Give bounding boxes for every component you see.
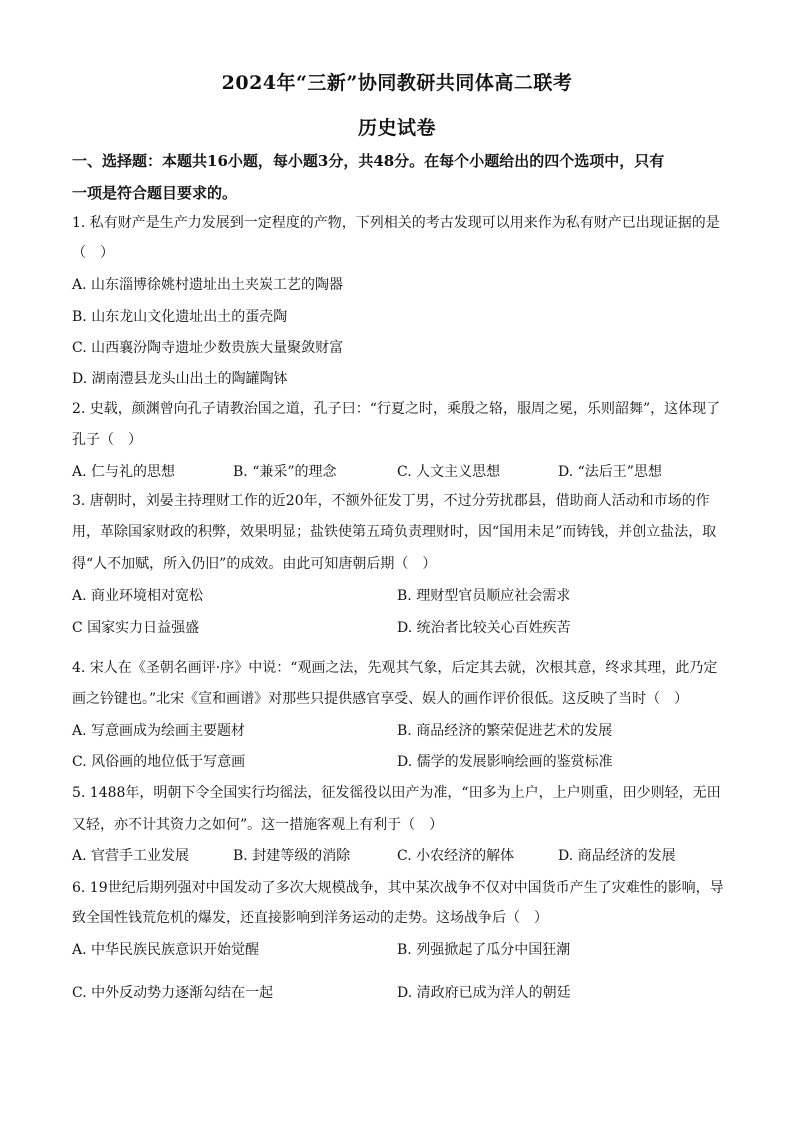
question-5-option-c: C. 小农经济的解体 bbox=[397, 848, 515, 864]
section-instruction-line-2: 一项是符合题目要求的。 bbox=[72, 184, 238, 202]
question-2-option-c: C. 人文主义思想 bbox=[397, 464, 501, 480]
question-3-option-a: A. 商业环境相对宽松 bbox=[72, 588, 204, 604]
question-1-option-b: B. 山东龙山文化遗址出土的蛋壳陶 bbox=[72, 309, 288, 325]
question-3-option-b: B. 理财型官员顺应社会需求 bbox=[397, 588, 571, 604]
question-4-option-c: C. 风俗画的地位低于写意画 bbox=[72, 754, 246, 770]
question-2-stem-line-2: 孔子（ ） bbox=[72, 432, 142, 448]
question-6-stem-line-1: 6. 19世纪后期列强对中国发动了多次大规模战争，其中某次战争不仅对中国货币产生了灾难性的影响，导 bbox=[72, 880, 724, 896]
question-2-option-d: D. “法后王”思想 bbox=[558, 464, 662, 480]
question-5-option-b: B. 封建等级的消除 bbox=[233, 848, 351, 864]
question-6-option-c: C. 中外反动势力逐渐勾结在一起 bbox=[72, 985, 274, 1001]
question-5-option-a: A. 官营手工业发展 bbox=[72, 848, 190, 864]
section-instruction-line-1: 一、选择题：本题共16小题，每小题3分，共48分。在每个小题给出的四个选项中，只有 bbox=[72, 152, 665, 170]
question-5-stem-line-2: 又轻，亦不计其资力之如何”。这一措施客观上有利于（ ） bbox=[72, 817, 444, 833]
question-4-stem-line-2: 画之钤键也。”北宋《宣和画谱》对那些只提供感官享受、娱人的画作评价很低。这反映了当时（ ） bbox=[72, 691, 689, 707]
question-6-option-b: B. 列强掀起了瓜分中国狂潮 bbox=[397, 942, 571, 958]
question-6-option-a: A. 中华民族民族意识开始觉醒 bbox=[72, 942, 260, 958]
question-4-option-b: B. 商品经济的繁荣促进艺术的发展 bbox=[397, 723, 613, 739]
question-3-stem-line-3: 得“人不加赋，所入仍旧”的成效。由此可知唐朝后期（ ） bbox=[72, 556, 437, 572]
question-1-option-d: D. 湖南澧县龙头山出土的陶罐陶钵 bbox=[72, 371, 288, 387]
question-3-option-d: D. 统治者比较关心百姓疾苦 bbox=[397, 620, 571, 636]
question-1-stem-line-1: 1. 私有财产是生产力发展到一定程度的产物，下列相关的考古发现可以用来作为私有财产已出现证据的是 bbox=[72, 215, 720, 231]
question-1-option-a: A. 山东淄博徐姚村遗址出土夹炭工艺的陶器 bbox=[72, 277, 344, 293]
exam-title: 2024年“三新”协同教研共同体高二联考 bbox=[221, 72, 573, 94]
question-1-option-c: C. 山西襄汾陶寺遗址少数贵族大量聚敛财富 bbox=[72, 340, 344, 356]
question-5-stem-line-1: 5. 1488年，明朝下令全国实行均徭法，征发徭役以田产为准，“田多为上户，上户则重，田少则轻，无田 bbox=[72, 785, 721, 801]
question-6-stem-line-2: 致全国性钱荒危机的爆发，还直接影响到洋务运动的走势。这场战争后（ ） bbox=[72, 910, 548, 926]
question-2-stem-line-1: 2. 史载，颜渊曾向孔子请教治国之道，孔子曰：“行夏之时，乘殷之辂，服周之冕，乐则韶舞”，这体现了 bbox=[72, 401, 721, 417]
question-3-stem-line-2: 用，革除国家财政的积弊，效果明显；盐铁使第五琦负责理财时，因“国用未足”而铸钱，并创立盐法，取 bbox=[72, 524, 717, 540]
question-2-option-b: B. “兼采”的理念 bbox=[233, 464, 337, 480]
question-5-option-d: D. 商品经济的发展 bbox=[558, 848, 676, 864]
question-3-stem-line-1: 3. 唐朝时，刘晏主持理财工作的近20年，不额外征发丁男，不过分劳扰郡县，借助商人活动和市场的作 bbox=[72, 493, 710, 509]
question-4-option-d: D. 儒学的发展影响绘画的鉴赏标准 bbox=[397, 754, 613, 770]
question-1-stem-line-2: （ ） bbox=[72, 245, 114, 261]
question-4-option-a: A. 写意画成为绘画主要题材 bbox=[72, 723, 246, 739]
exam-subject: 历史试卷 bbox=[357, 117, 436, 139]
question-4-stem-line-1: 4. 宋人在《圣朝名画评·序》中说：“观画之法，先观其气象，后定其去就，次根其意，终求其理，此乃定 bbox=[72, 660, 718, 676]
question-6-option-d: D. 清政府已成为洋人的朝廷 bbox=[397, 985, 571, 1001]
question-3-option-c: C 国家实力日益强盛 bbox=[72, 620, 200, 636]
question-2-option-a: A. 仁与礼的思想 bbox=[72, 464, 176, 480]
